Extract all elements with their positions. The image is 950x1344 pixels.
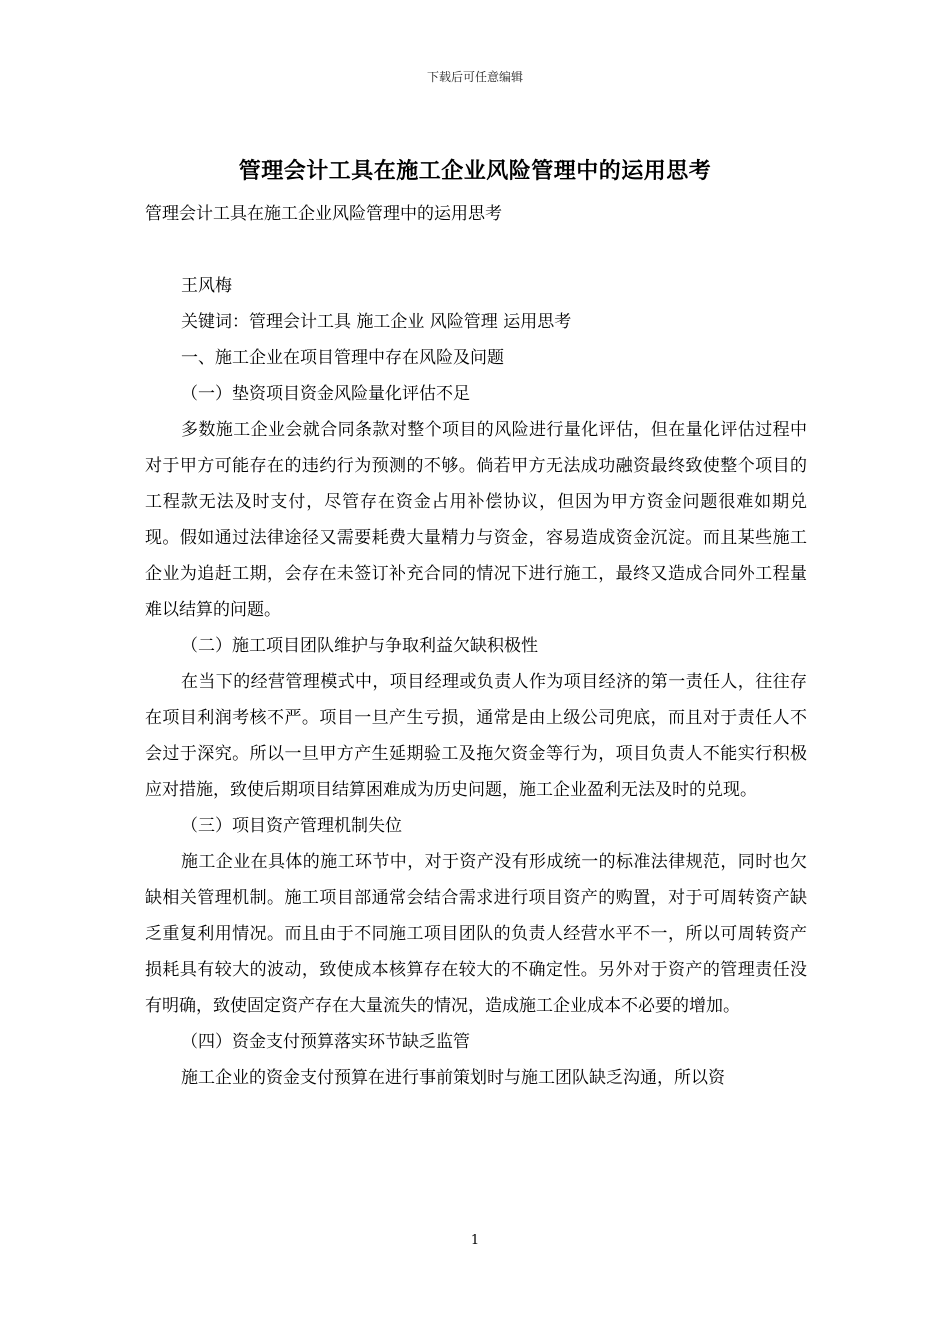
paragraph-4: 施工企业的资金支付预算在进行事前策划时与施工团队缺乏沟通，所以资 bbox=[181, 1068, 725, 1088]
subsection-heading-3: （三）项目资产管理机制失位 bbox=[181, 816, 402, 836]
subsection-heading-4: （四）资金支付预算落实环节缺乏监管 bbox=[181, 1032, 470, 1052]
blank-line bbox=[145, 232, 807, 268]
subsection-heading-1: （一）垫资项目资金风险量化评估不足 bbox=[181, 384, 470, 404]
paragraph-2: 在当下的经营管理模式中，项目经理或负责人作为项目经济的第一责任人，往往存在项目利润考核不严。项目一旦产生亏损，通常是由上级公司兜底，而且对于责任人不会过于深究。所以一旦甲方产生延期验工及拖欠资金等行为，项目负责人不能实行积极应对措施，致使后期项目结算困难成为历史问题，施工企业盈利无法及时的兑现。 bbox=[145, 672, 807, 800]
section-heading-1: 一、施工企业在项目管理中存在风险及问题 bbox=[181, 348, 504, 368]
page-number: 1 bbox=[470, 1233, 480, 1248]
keywords-line: 关键词：管理会计工具 施工企业 风险管理 运用思考 bbox=[181, 312, 572, 332]
document-subtitle: 管理会计工具在施工企业风险管理中的运用思考 bbox=[145, 204, 502, 224]
paragraph-1: 多数施工企业会就合同条款对整个项目的风险进行量化评估，但在量化评估过程中对于甲方可能存在的违约行为预测的不够。倘若甲方无法成功融资最终致使整个项目的工程款无法及时支付，尽管存在资金占用补偿协议，但因为甲方资金问题很难如期兑现。假如通过法律途径又需要耗费大量精力与资金，容易造成资金沉淀。而且某些施工企业为追赶工期，会存在未签订补充合同的情况下进行施工，最终又造成合同外工程量难以结算的问题。 bbox=[145, 420, 807, 620]
paragraph-3: 施工企业在具体的施工环节中，对于资产没有形成统一的标准法律规范，同时也欠缺相关管理机制。施工项目部通常会结合需求进行项目资产的购置，对于可周转资产缺乏重复利用情况。而且由于不同施工项目团队的负责人经营水平不一，所以可周转资产损耗具有较大的波动，致使成本核算存在较大的不确定性。另外对于资产的管理责任没有明确，致使固定资产存在大量流失的情况，造成施工企业成本不必要的增加。 bbox=[145, 852, 807, 1016]
subsection-heading-2: （二）施工项目团队维护与争取利益欠缺积极性 bbox=[181, 636, 538, 656]
document-title: 管理会计工具在施工企业风险管理中的运用思考 bbox=[238, 158, 712, 184]
page-header-note: 下载后可任意编辑 bbox=[426, 70, 523, 84]
author-line: 王风梅 bbox=[181, 276, 232, 296]
document-body bbox=[145, 196, 807, 1096]
